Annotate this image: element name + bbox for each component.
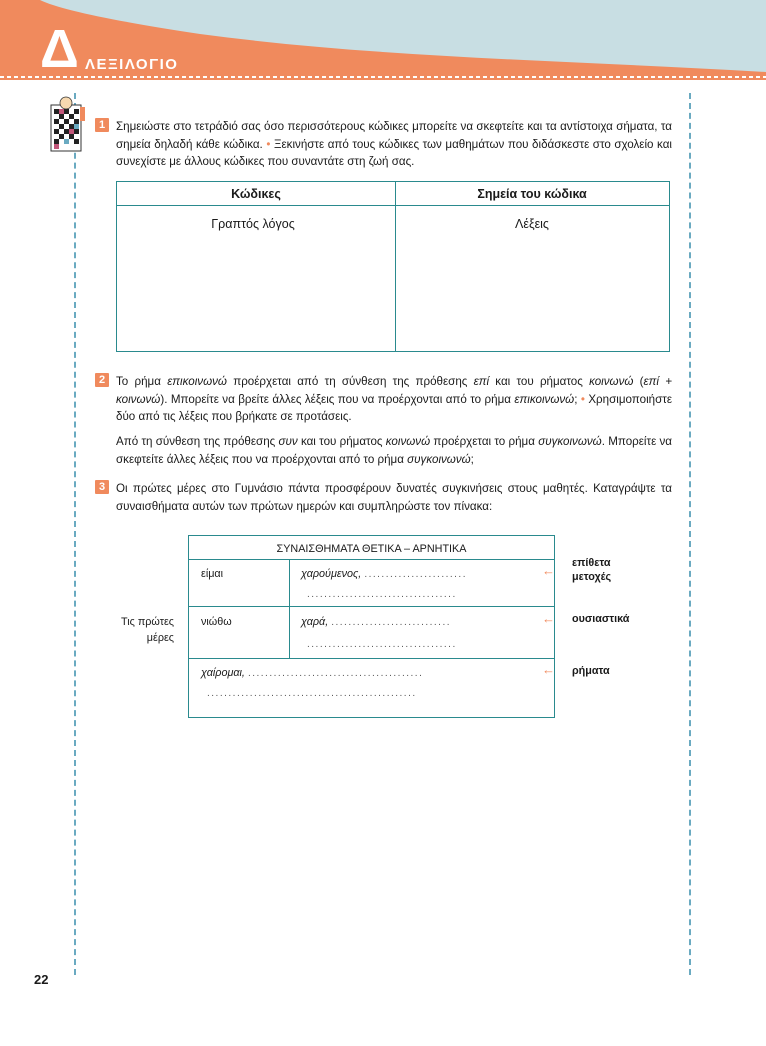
ex2-term: κοινωνώ (589, 375, 634, 388)
codes-table-cell-signs: Λέξεις (515, 217, 549, 231)
ex2-term: επί + κοινωνώ (116, 375, 672, 406)
emotions-table-row-divider (189, 658, 554, 659)
page-number: 22 (34, 972, 49, 987)
bullet-icon: • (580, 392, 585, 406)
ex2-text: Από τη σύνθεση της πρόθεσης (116, 435, 279, 448)
exercise-2-number: 2 (95, 373, 109, 387)
emotions-table (188, 535, 555, 718)
ex2-term: επί (473, 375, 490, 388)
emotions-table-title-divider (189, 559, 554, 560)
codes-table-header-signs: Σημεία του κώδικα (477, 187, 587, 201)
arrow-left-icon: ← (542, 662, 555, 677)
blank-dots: ........................ (364, 569, 467, 580)
ex2-text: και του ρήματος (489, 375, 590, 388)
side-label-verbs: ρήματα (572, 665, 610, 677)
example-word: χαίρομαι, (201, 667, 245, 679)
blank-dots: ................................... (307, 639, 457, 650)
exercise-1-text-b: Ξεκινήστε από τους κώδικες των μαθημάτων που διδάσκεστε στο σχολείο και συνεχίστε με άλλους κώδικες που συναντάτε στη ζωή σας. (116, 137, 672, 168)
ex2-text: . Μπορείτε να σκεφτείτε άλλες λέξεις που να προέρχονται από το ρήμα (116, 435, 672, 466)
exercise-3-number: 3 (95, 480, 109, 494)
ex2-term: επικοινωνώ (167, 375, 227, 388)
blank-dots: ................................... (307, 589, 457, 600)
ex2-text: και του ρήματος (297, 435, 386, 448)
ex2-term: συγκοινωνώ (538, 435, 602, 448)
ex2-text: προέρχεται το ρήμα (430, 435, 539, 448)
blank-dots: ............................ (331, 617, 452, 628)
codes-table (116, 181, 670, 352)
bullet-icon: • (266, 137, 271, 151)
codes-table-column-divider (395, 182, 396, 351)
exercise-1-text-a: Σημειώστε στο τετράδιό σας όσο περισσότερους κώδικες μπορείτε να σκεφτείτε και τα αντίστοιχα σήματα, τα σημεία δηλαδή κάθε κώδικα. (116, 120, 672, 151)
example-answer-line (201, 667, 423, 679)
exercise-3-text: Οι πρώτες μέρες στο Γυμνάσιο πάντα προσφέρουν δυνατές συγκινήσεις στους μαθητές. Καταγράψτε τα συναισθήματα αυτών των πρώτων ημερών και συμπληρώστε τον πίνακα: (116, 482, 672, 513)
ex2-text: Χρησιμοποιήστε δύο από τις λέξεις που βρήκατε σε προτάσεις. (116, 392, 673, 423)
right-margin-line (689, 93, 691, 975)
emotions-table-column-divider (289, 559, 290, 658)
first-days-label: Τις πρώτες μέρες (121, 616, 174, 644)
example-word: χαρούμενος, (301, 568, 362, 580)
crossword-icon (50, 95, 86, 153)
example-answer-line (301, 568, 467, 580)
ex2-text: ( (633, 375, 644, 388)
left-margin-line (74, 93, 76, 975)
exercise-1-number: 1 (95, 118, 109, 132)
codes-table-header-codes: Κώδικες (231, 187, 281, 201)
chapter-letter: Δ (40, 19, 79, 79)
side-label-nouns: ουσιαστικά (572, 613, 630, 625)
arrow-left-icon: ← (542, 611, 555, 626)
exercise-2-paragraph-2 (116, 433, 672, 468)
ex2-text: προέρχεται από τη σύνθεση της πρόθεσης (226, 375, 474, 388)
arrow-left-icon: ← (542, 563, 555, 578)
ex2-text: Το ρήμα (116, 375, 168, 388)
ex2-text: ; (470, 452, 474, 466)
side-label-adjectives: επίθετα μετοχές (572, 557, 612, 583)
exercise-2-paragraph-1 (116, 373, 672, 426)
chapter-title: ΛΕΞΙΛΟΓΙΟ (85, 56, 179, 73)
verb-niotho: νιώθω (201, 616, 232, 628)
ex2-term: συν (278, 435, 298, 448)
blank-dots: ................................................. (207, 688, 417, 699)
ex2-term: συγκοινωνώ (407, 452, 471, 466)
codes-table-cell-code: Γραπτός λόγος (211, 217, 295, 231)
example-answer-line (301, 616, 451, 628)
codes-table-header-divider (117, 205, 669, 206)
blank-dots: ......................................... (247, 668, 424, 679)
ex2-term: επικοινωνώ (514, 392, 575, 406)
ex2-text: ; (574, 392, 581, 406)
emotions-table-row-divider (189, 606, 554, 607)
example-word: χαρά, (301, 616, 329, 628)
verb-eimai: είμαι (201, 568, 224, 580)
emotions-table-title: ΣΥΝΑΙΣΘΗΜΑΤΑ ΘΕΤΙΚΑ – ΑΡΝΗΤΙΚΑ (276, 543, 467, 555)
ex2-text: ). Μπορείτε να βρείτε άλλες λέξεις που να προέρχονται από το ρήμα (160, 392, 515, 406)
exercise-1-text (116, 118, 672, 171)
ex2-term: κοινωνώ (385, 435, 431, 448)
